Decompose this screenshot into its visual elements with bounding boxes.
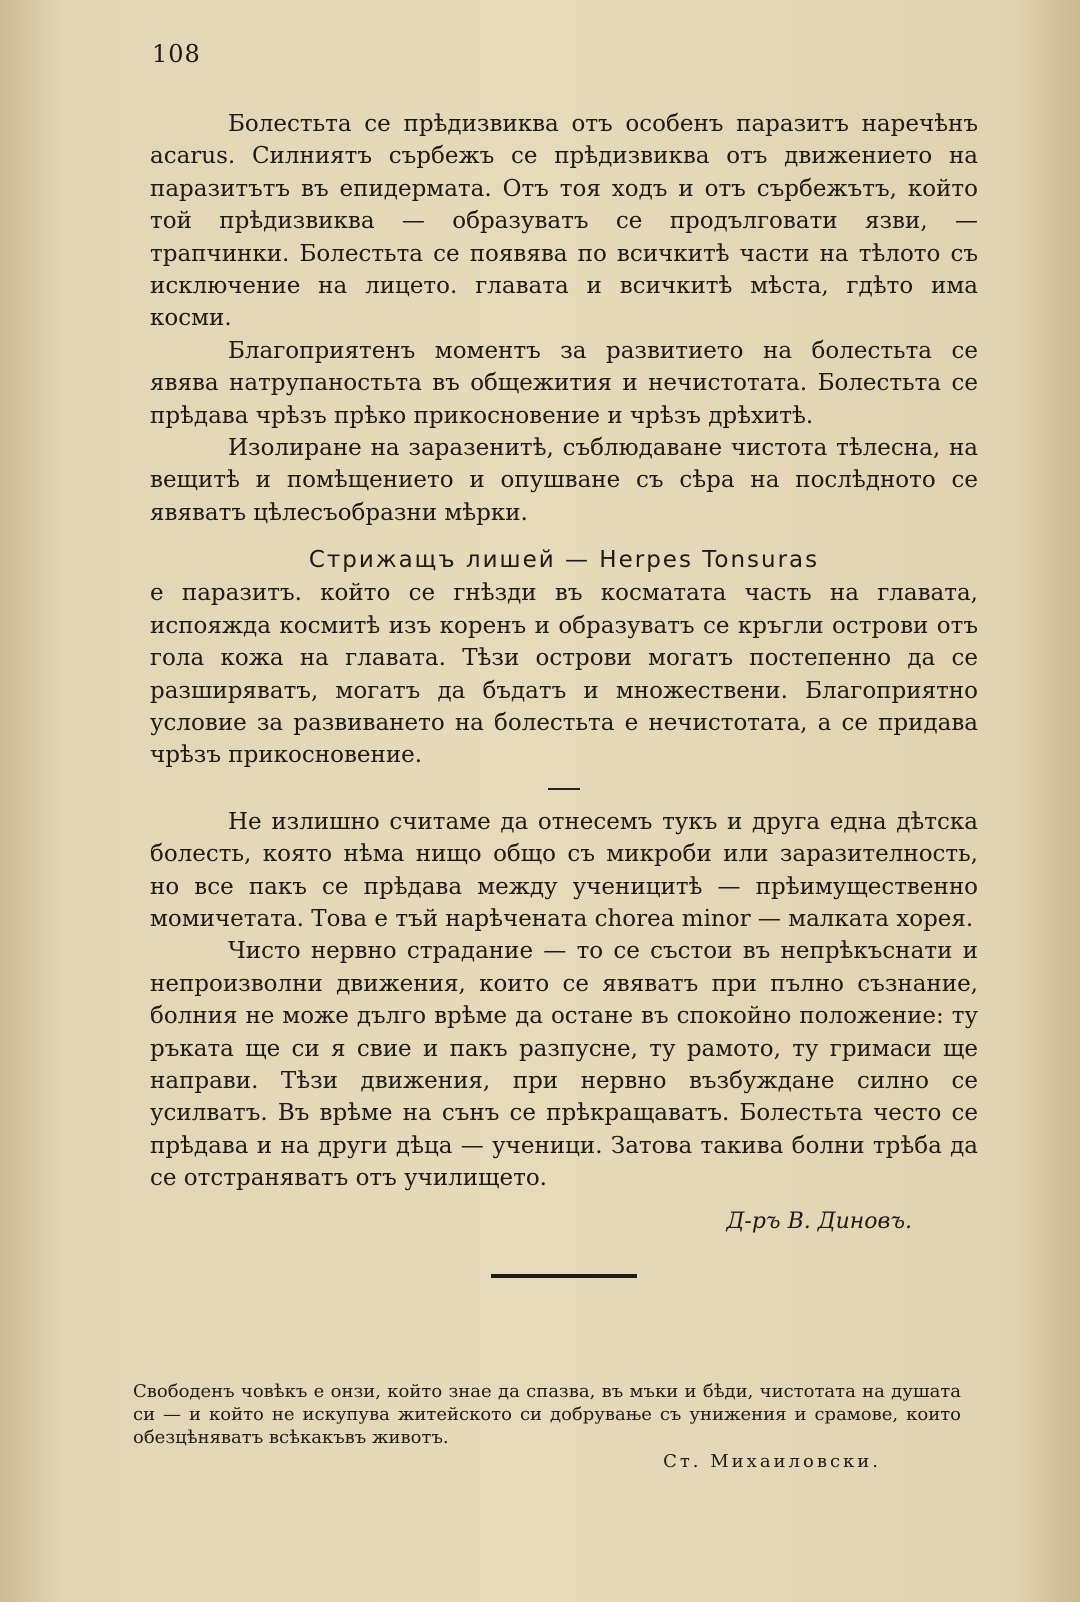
section-heading-herpes: Стрижащъ лишей — Herpes Tonsuras bbox=[308, 547, 820, 574]
page-number: 108 bbox=[152, 40, 201, 68]
paragraph-isolation-measures: Изолиране на заразенитѣ, съблюдаване чистота тѣлесна, на вещитѣ и помѣщението и опушване съ сѣра на послѣдното се явяватъ цѣлесъобразни мѣрки. bbox=[150, 435, 978, 526]
quote-author: Ст. Михаиловски. bbox=[663, 1451, 881, 1472]
dash-divider bbox=[548, 788, 580, 790]
paragraph-herpes-description: е паразитъ. който се гнѣзди въ косматата часть на главата, испояжда космитѣ изъ коренъ и образуватъ се кръгли острови отъ гола кожа на главата. Тѣзи острови могатъ постепенно да се разширяватъ, могатъ да бъдатъ и множествени. Благоприятно условие за развиването на болестьта е нечистотата, а се придава чрѣзъ прикосновение. bbox=[150, 580, 978, 769]
epigraph-quote bbox=[133, 1380, 961, 1473]
quote-text: Свободенъ човѣкъ е онзи, който знае да спазва, въ мъки и бѣди, чистотата на душата си — и който не искупува житейското си добрување съ унижения и срамове, които обезцѣняватъ всѣкакъвъ животъ. bbox=[133, 1381, 961, 1448]
author-signature: Д-ръ В. Диновъ. bbox=[726, 1208, 912, 1234]
paragraph-disease-cause: Болестьта се прѣдизвиква отъ особенъ паразитъ наречѣнъ acarus. Силниятъ сърбежъ се прѣдизвиква отъ движението на паразитътъ въ епидермата. Отъ тоя ходъ и отъ сърбежътъ, който той прѣдизвиква — образуватъ се продълговати язви, — трапчинки. Болестьта се появява по всичкитѣ части на тѣлото съ исключение на лицето. главата и всичкитѣ мѣста, гдѣто има косми. bbox=[150, 111, 978, 332]
horizontal-rule bbox=[491, 1274, 637, 1278]
paragraph-chorea-symptoms: Чисто нервно страдание — то се състои въ непрѣкъснати и непроизволни движения, които се явяватъ при пълно съзнание, болния не може дълго врѣме да остане въ спокойно положение: ту ръката ще си я свие и пакъ разпусне, ту рамото, ту гримаси ще направи. Тѣзи движения, при нервно възбуждане силно се усилватъ. Въ врѣме на сънъ се прѣкращаватъ. Болестьта често се прѣдава и на други дѣца — ученици. Затова такива болни трѣба да се отстраняватъ отъ училището. bbox=[150, 938, 978, 1192]
paragraph-favorable-moment: Благоприятенъ моментъ за развитието на болестьта се явява натрупаностьта въ общежития и нечистотата. Болестьта се прѣдава чрѣзъ прѣко прикосновение и чрѣзъ дрѣхитѣ. bbox=[150, 337, 978, 429]
article-body bbox=[150, 108, 978, 1278]
paragraph-chorea-intro: Не излишно считаме да отнесемъ тукъ и друга една дѣтска болесть, която нѣма нищо общо съ микроби или заразителность, но все пакъ се прѣдава между ученицитѣ — прѣимущественно момичетата. Това е тъй нарѣчената chorea minor — малката хорея. bbox=[150, 808, 978, 932]
